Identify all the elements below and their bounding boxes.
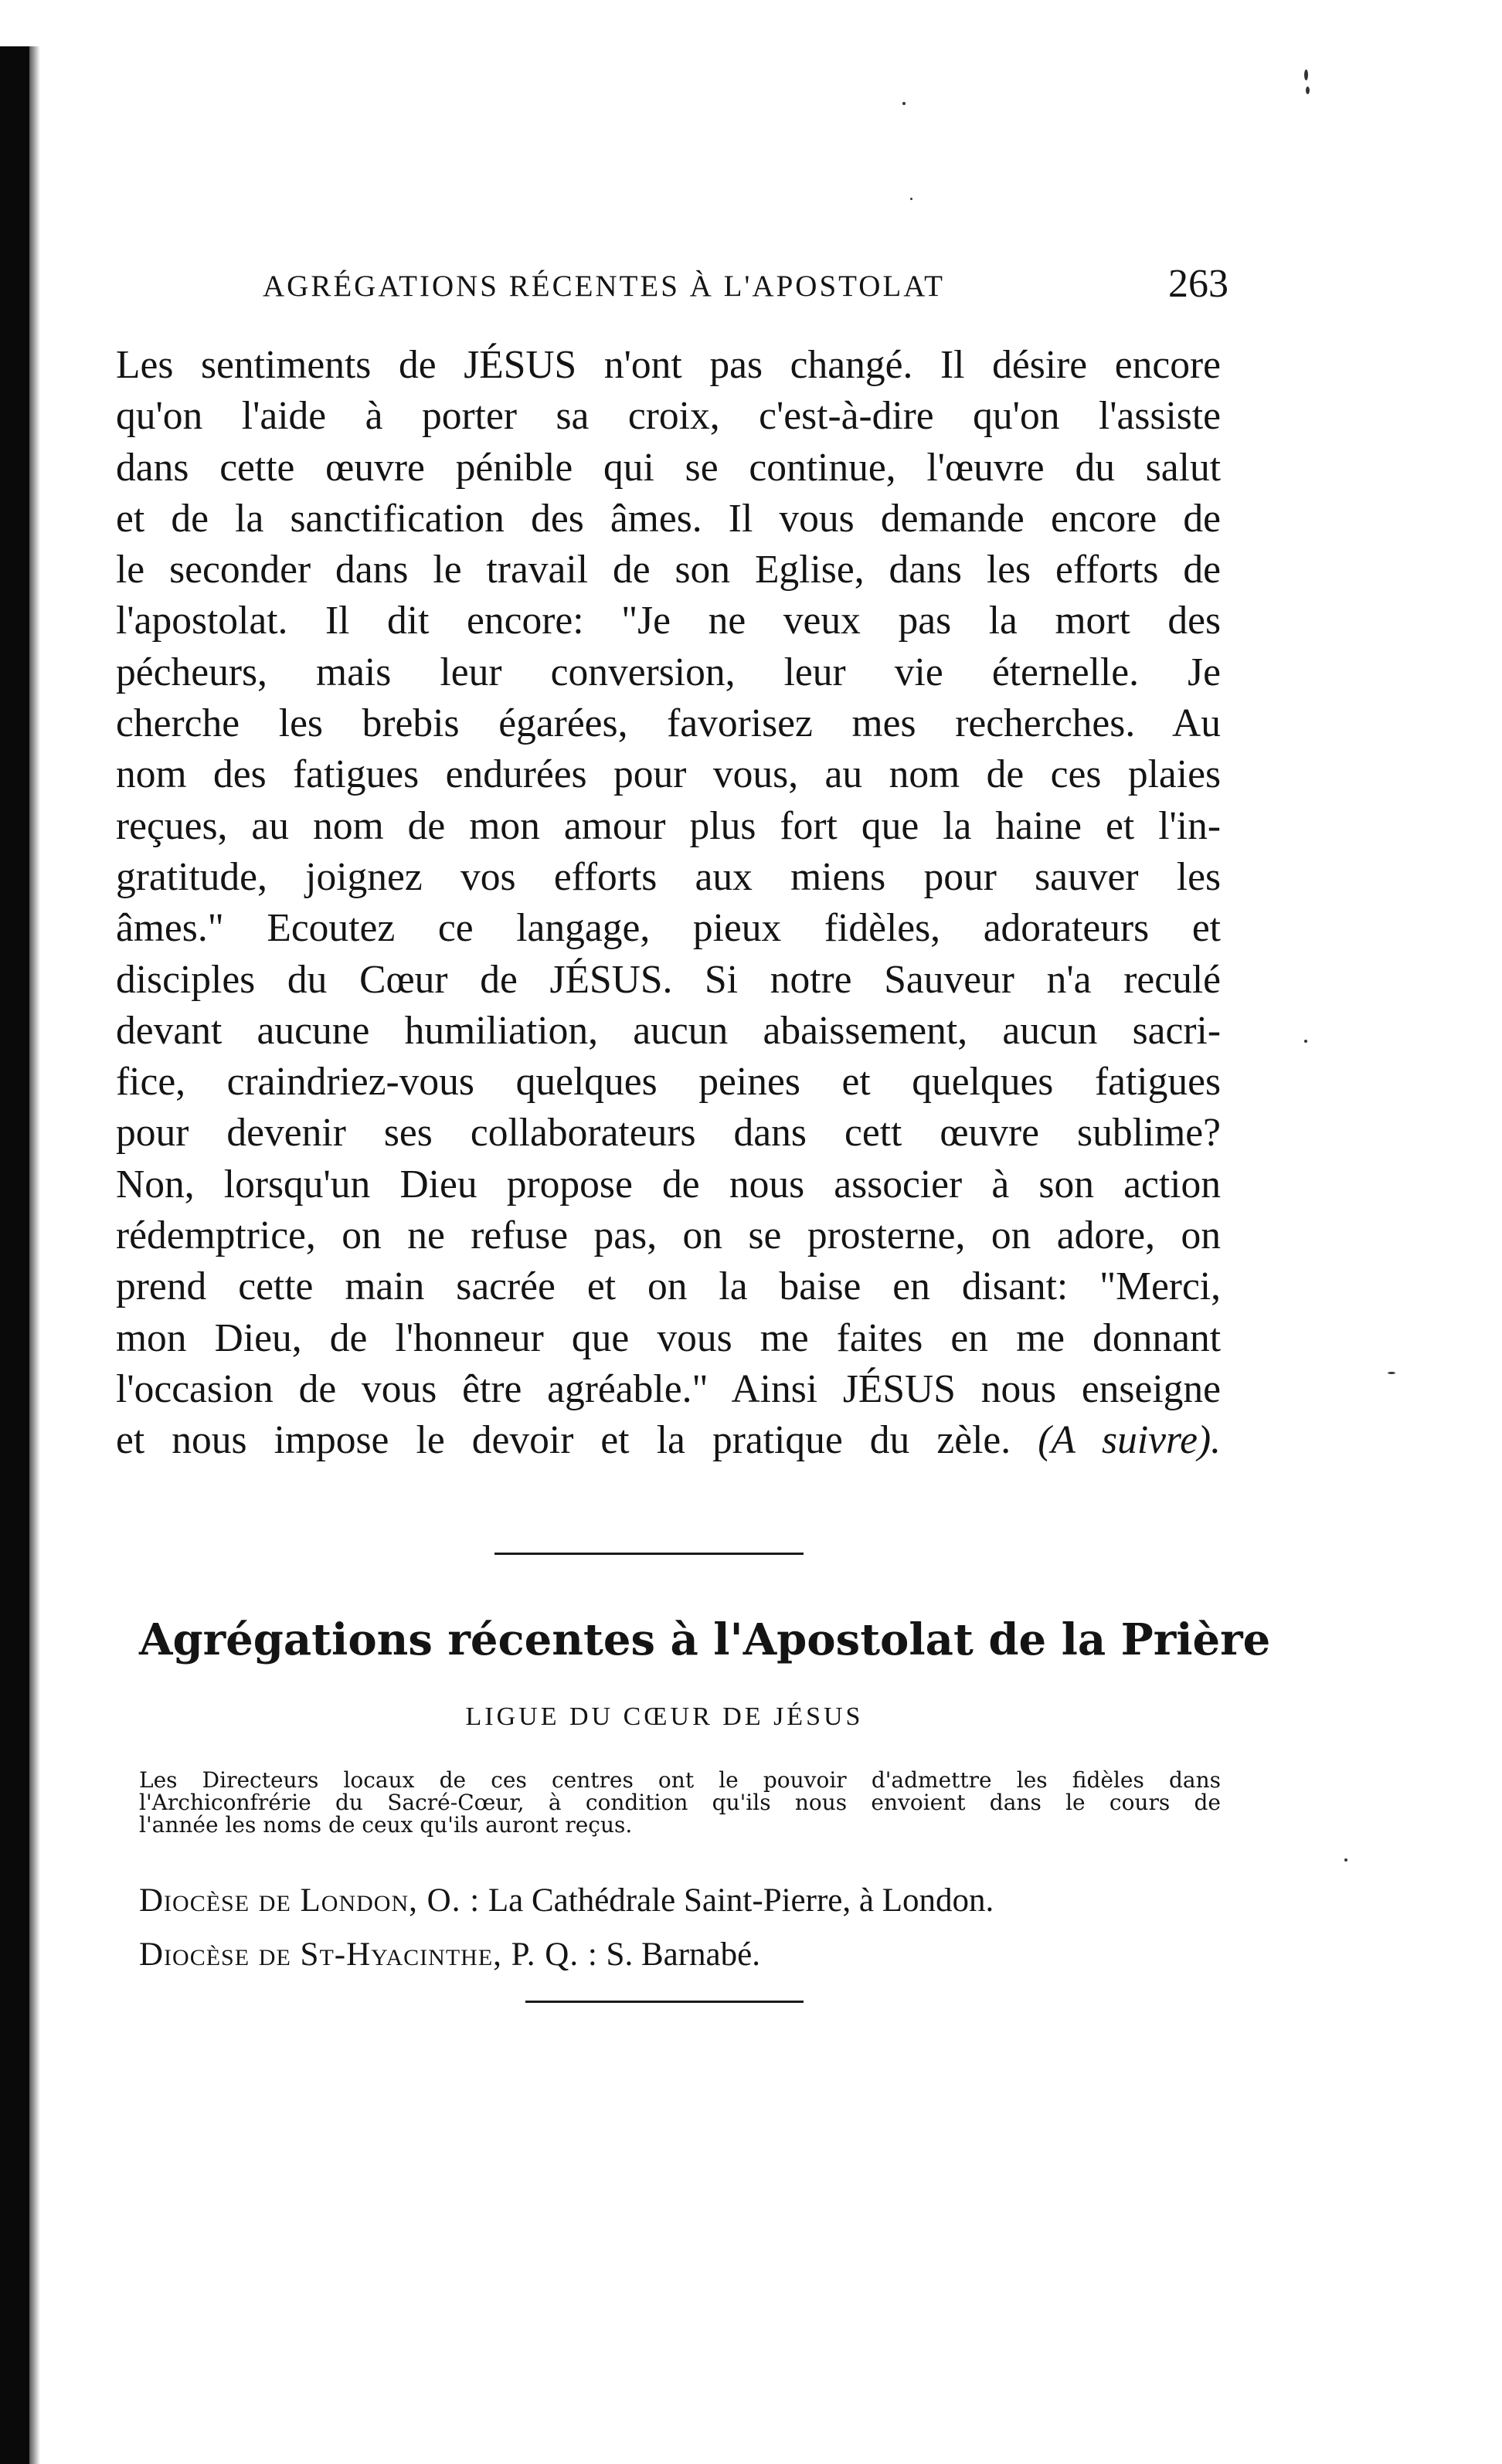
scan-speck: [1344, 1858, 1347, 1862]
running-head: [224, 261, 1228, 307]
scan-speck: [910, 198, 912, 200]
body-line: qu'on l'aide à porter sa croix, c'est-à-dire qu'on l'assiste: [116, 394, 1221, 439]
section-subheading: LIGUE DU CŒUR DE JÉSUS: [465, 1702, 864, 1731]
body-line: l'apostolat. Il dit encore: "Je ne veux pas la mort des: [116, 599, 1221, 643]
body-line: pécheurs, mais leur conversion, leur vie éternelle. Je: [116, 650, 1221, 694]
scan-speck: [902, 102, 906, 105]
body-line: nom des fatigues endurées pour vous, au nom de ces plaies: [116, 752, 1221, 797]
body-line: Les sentiments de JÉSUS n'ont pas changé. Il désire encore: [116, 343, 1221, 387]
body-line: cherche les brebis égarées, favorisez mes recherches. Au: [116, 701, 1221, 746]
body-line: l'occasion de vous être agréable." Ainsi JÉSUS nous enseigne: [116, 1366, 1221, 1411]
body-line: reçues, au nom de mon amour plus fort que la haine et l'in-: [116, 803, 1221, 848]
body-line: prend cette main sacrée et on la baise en disant: "Merci,: [116, 1264, 1221, 1309]
scan-speck: [1306, 87, 1310, 94]
body-line: Non, lorsqu'un Dieu propose de nous associer à son action: [116, 1162, 1221, 1207]
binding-edge: [0, 46, 29, 2464]
body-line: le seconder dans le travail de son Eglise, dans les efforts de: [116, 548, 1221, 592]
section-heading: Agrégations récentes à l'Apostolat de la Prière: [139, 1614, 1271, 1665]
page-number: 263: [1168, 262, 1228, 306]
body-last-line: [116, 1415, 1221, 1466]
notice-line: Les Directeurs locaux de ces centres ont le pouvoir d'admettre les fidèles dans: [139, 1767, 1221, 1793]
body-line: mon Dieu, de l'honneur que vous me faites en me donnant: [116, 1315, 1221, 1360]
body-line: devant aucune humiliation, aucun abaissement, aucun sacri-: [116, 1008, 1221, 1053]
continuation-note: (A suivre).: [1038, 1418, 1221, 1463]
diocese-listing: [139, 1936, 1221, 1974]
body-paragraph: [116, 340, 1221, 1467]
notice-line: l'Archiconfrérie du Sacré-Cœur, à condition qu'ils nous envoient dans le cours de: [139, 1790, 1221, 1815]
body-line: fice, craindriez-vous quelques peines et quelques fatigues: [116, 1060, 1221, 1105]
diocese-listing: [139, 1882, 1221, 1919]
separator-rule: [494, 1553, 804, 1555]
body-line: gratitude, joignez vos efforts aux miens pour sauver les: [116, 854, 1221, 899]
notice-line: l'année les noms de ceux qu'ils auront reçus.: [139, 1812, 633, 1838]
body-line: dans cette œuvre pénible qui se continue, l'œuvre du salut: [116, 445, 1221, 490]
body-line: pour devenir ses collaborateurs dans cett œuvre sublime?: [116, 1111, 1221, 1156]
diocese-place: La Cathédrale Saint-Pierre, à London.: [488, 1882, 994, 1919]
binding-shadow: [29, 46, 40, 2464]
body-line: rédemptrice, on ne refuse pas, on se prosterne, on adore, on: [116, 1213, 1221, 1258]
running-title: AGRÉGATIONS RÉCENTES À L'APOSTOLAT: [263, 270, 945, 303]
scan-speck: [1388, 1372, 1395, 1374]
diocese-place: S. Barnabé.: [606, 1936, 760, 1973]
diocese-name: Diocèse de London, O. :: [139, 1882, 481, 1919]
end-rule: [525, 2001, 804, 2003]
body-line: et de la sanctification des âmes. Il vous demande encore de: [116, 496, 1221, 541]
body-line: disciples du Cœur de JÉSUS. Si notre Sauveur n'a reculé: [116, 957, 1221, 1002]
diocese-name: Diocèse de St-Hyacinthe, P. Q. :: [139, 1936, 598, 1973]
directors-notice: [139, 1769, 1221, 1836]
scan-speck: [1304, 70, 1308, 80]
body-last-line-text: et nous impose le devoir et la pratique du zèle.: [116, 1418, 1011, 1463]
scan-speck: [1304, 1040, 1307, 1043]
body-line: âmes." Ecoutez ce langage, pieux fidèles, adorateurs et: [116, 906, 1221, 951]
